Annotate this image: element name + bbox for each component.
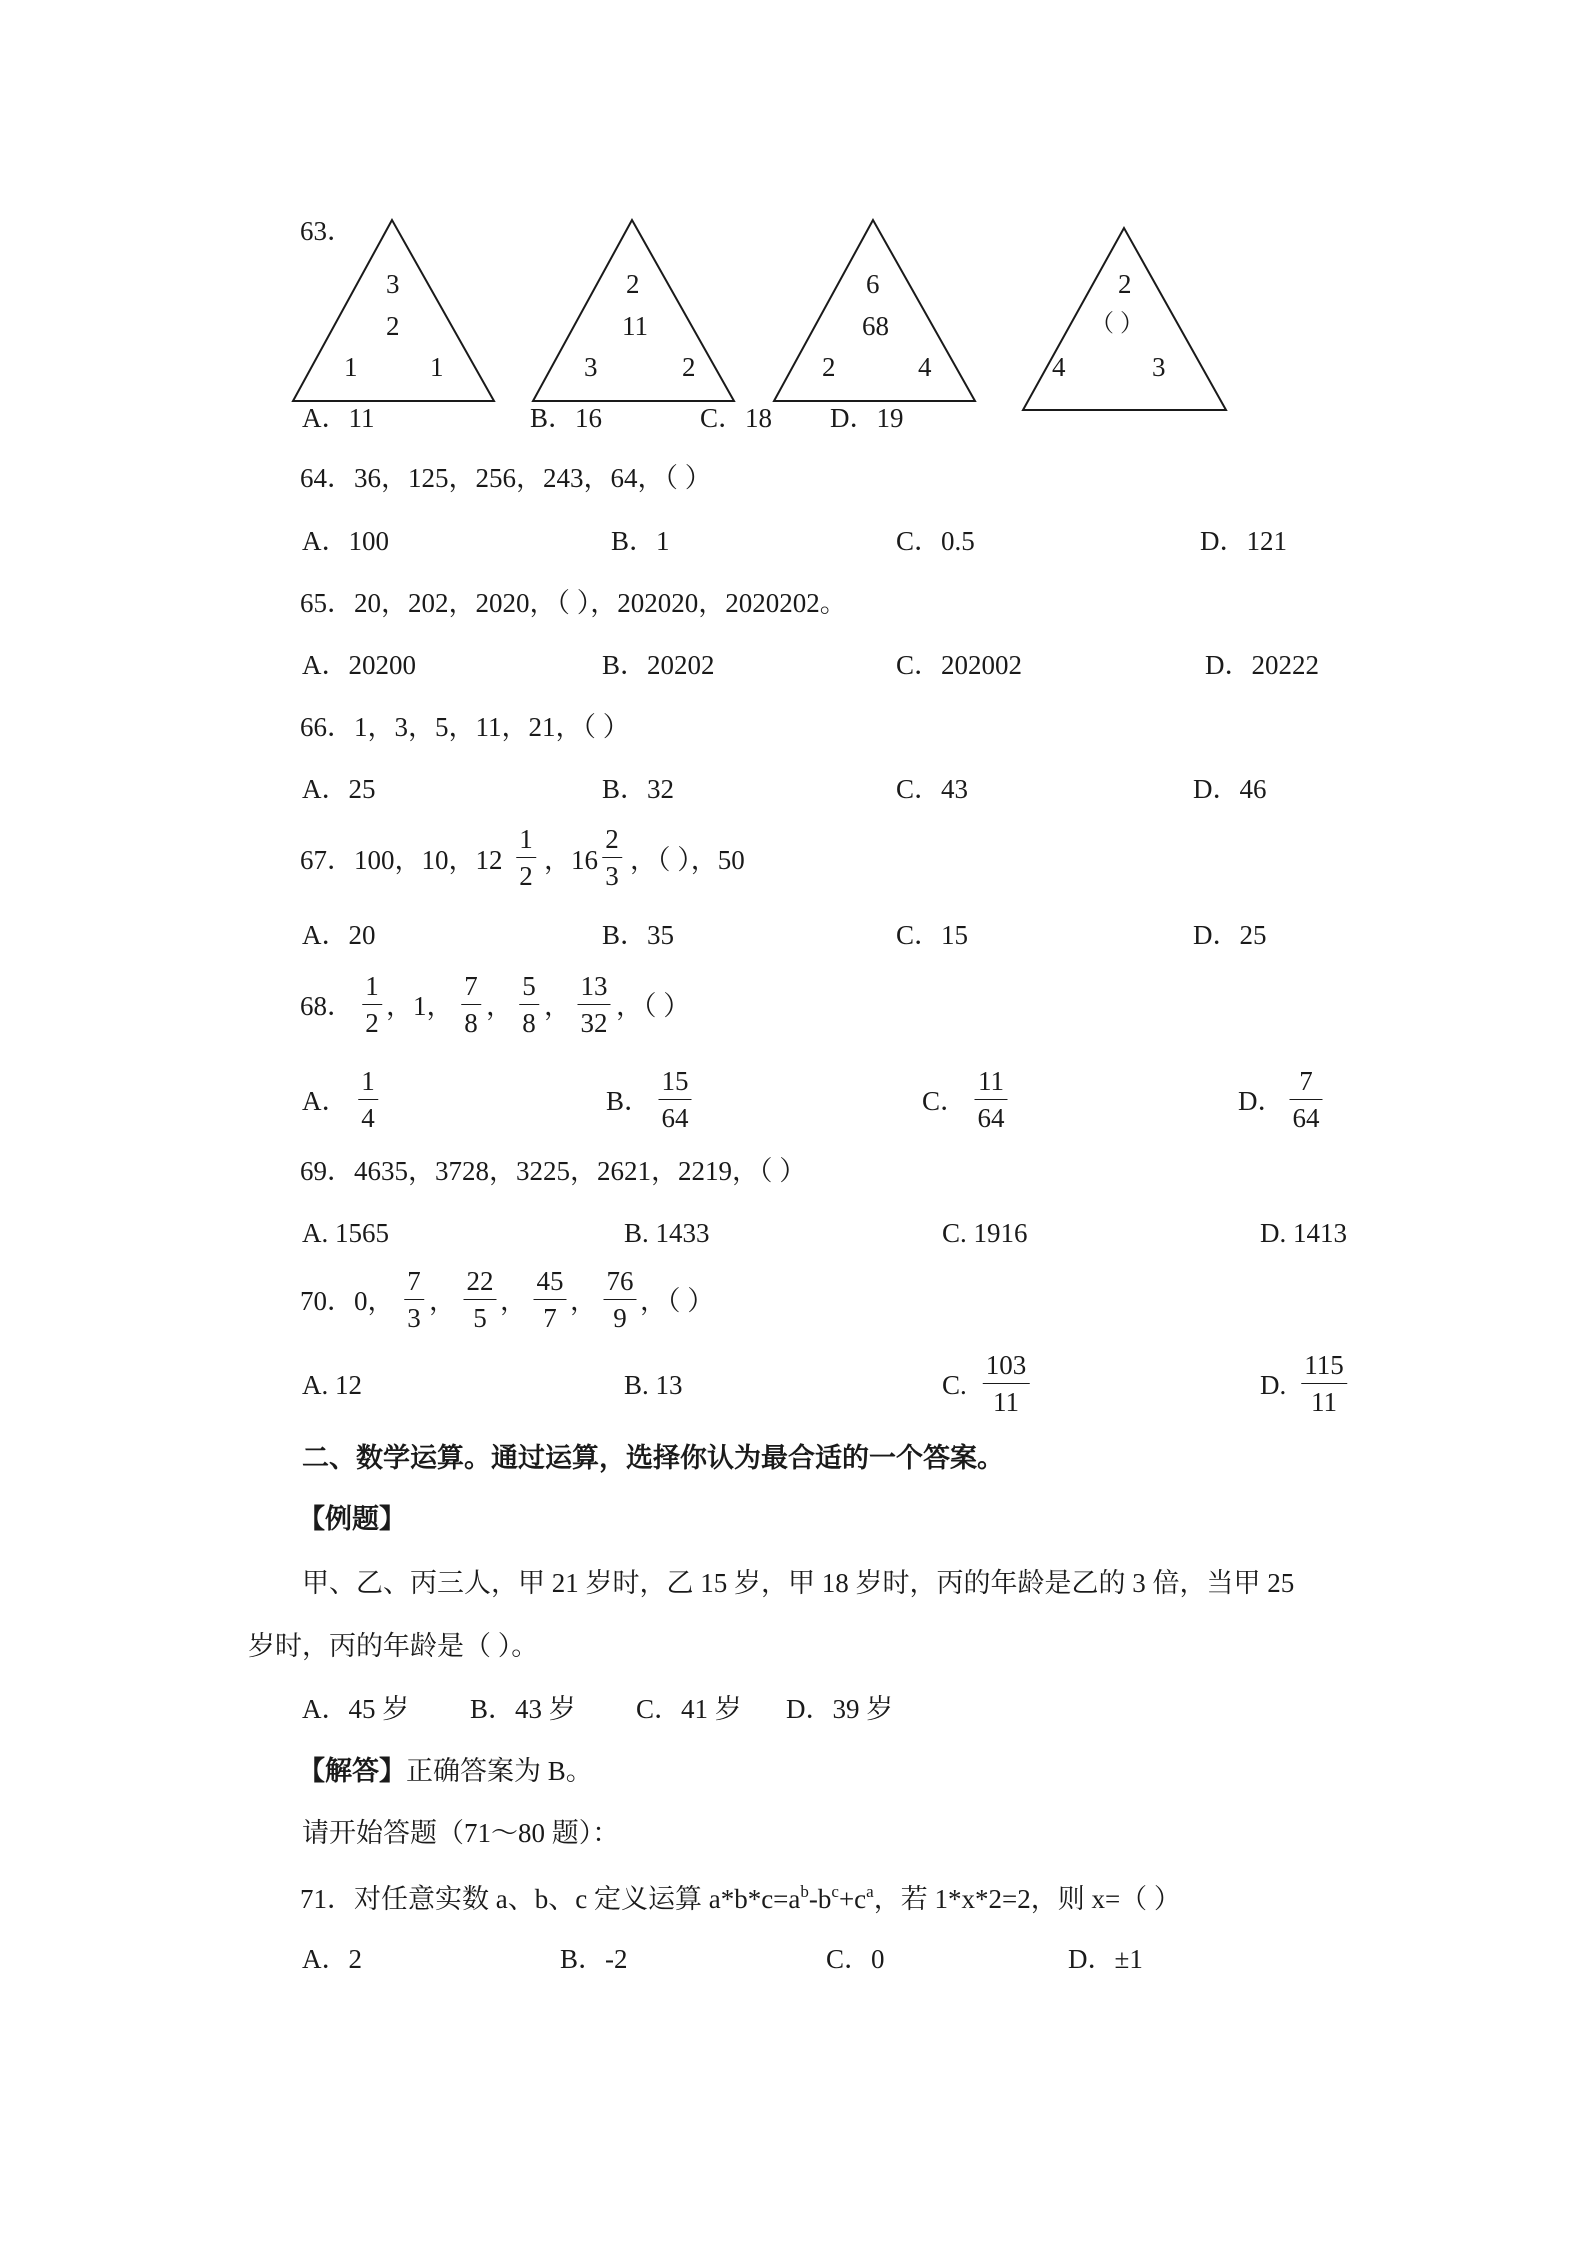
example-option-b: B．43 岁 xyxy=(470,1694,576,1724)
fraction-one-half xyxy=(516,826,536,890)
fraction-bar xyxy=(983,1383,1030,1384)
superscript: b xyxy=(800,1882,809,1901)
fraction-bar xyxy=(519,1004,539,1005)
denominator: 64 xyxy=(977,1103,1005,1133)
triangle-1-right: 1 xyxy=(430,352,444,382)
fraction-bar xyxy=(534,1299,567,1300)
triangle-2-top: 2 xyxy=(626,269,640,299)
triangle-4-top: 2 xyxy=(1118,269,1132,299)
denominator: 2 xyxy=(519,861,533,891)
separator: ， xyxy=(570,1286,597,1316)
answer-label: 【解答】 xyxy=(298,1756,406,1786)
fraction-bar xyxy=(975,1099,1008,1100)
option-d: D. 1413 xyxy=(1260,1218,1347,1248)
superscript: a xyxy=(866,1882,874,1901)
denominator: 11 xyxy=(1311,1387,1337,1417)
option-a: A．2 xyxy=(302,1944,362,1974)
fraction-two-thirds xyxy=(602,826,622,890)
option-c: C. 1916 xyxy=(942,1218,1028,1248)
example-option-d: D．39 岁 xyxy=(786,1694,894,1724)
instruction: 请开始答题（71～80 题）： xyxy=(302,1818,620,1848)
triangle-4-left: 4 xyxy=(1052,352,1066,382)
option-b: B. 13 xyxy=(624,1370,683,1400)
denominator: 11 xyxy=(993,1387,1019,1417)
denominator: 3 xyxy=(407,1303,421,1333)
fraction-bar xyxy=(604,1299,637,1300)
separator: ， xyxy=(486,991,513,1021)
numerator: 7 xyxy=(407,1266,421,1296)
option-b: B．32 xyxy=(602,774,675,804)
option-c-label: C. xyxy=(942,1370,967,1400)
option-a: A. 1565 xyxy=(302,1218,389,1248)
section-heading: 二、数学运算。通过运算，选择你认为最合适的一个答案。 xyxy=(302,1443,1004,1473)
text-part: ，若 1*x*2=2，则 x=（ ） xyxy=(873,1884,1181,1914)
superscript: c xyxy=(831,1882,839,1901)
question-text-mid: ，16 xyxy=(544,845,598,875)
denominator: 7 xyxy=(543,1303,557,1333)
denominator: 64 xyxy=(1292,1103,1320,1133)
triangle-3-left: 2 xyxy=(822,352,836,382)
option-a: A．25 xyxy=(302,774,376,804)
triangle-3-top: 6 xyxy=(866,269,880,299)
option-a: A．100 xyxy=(302,526,389,556)
numerator: 45 xyxy=(536,1266,564,1296)
question-text: 69．4635，3728，3225，2621，2219，（ ） xyxy=(300,1156,807,1186)
triangle-figures xyxy=(0,0,1594,420)
numerator: 5 xyxy=(522,971,536,1001)
numerator: 15 xyxy=(661,1066,689,1096)
option-c: C．0.5 xyxy=(896,526,975,556)
fraction-bar xyxy=(461,1004,481,1005)
answer-line xyxy=(298,1758,593,1785)
triangle-2-left: 3 xyxy=(584,352,598,382)
option-b: B．-2 xyxy=(560,1944,628,1974)
option-a-fraction xyxy=(358,1068,378,1132)
triangle-1-left: 1 xyxy=(344,352,358,382)
denominator: 3 xyxy=(605,861,619,891)
option-d-fraction xyxy=(1301,1352,1347,1416)
example-option-c: C．41 岁 xyxy=(636,1694,742,1724)
question-text-prefix: 70．0， xyxy=(300,1286,395,1316)
question-text-suffix: ，（ ），50 xyxy=(630,845,745,875)
question-text: 64．36，125，256，243，64，（ ） xyxy=(300,463,712,493)
numerator: 1 xyxy=(365,971,379,1001)
option-c-fraction xyxy=(975,1068,1008,1132)
fraction-bar xyxy=(358,1099,378,1100)
fraction-13-32 xyxy=(578,973,611,1037)
option-d: D．±1 xyxy=(1068,1944,1143,1974)
fraction-bar xyxy=(516,857,536,858)
question-number: 68． xyxy=(300,991,354,1021)
option-c: C．202002 xyxy=(896,650,1023,680)
numerator: 13 xyxy=(580,971,608,1001)
triangle-4-middle: （ ） xyxy=(1090,311,1144,337)
triangle-4-right: 3 xyxy=(1152,352,1166,382)
separator: ，1， xyxy=(386,991,454,1021)
text-part: 71．对任意实数 a、b、c 定义运算 a*b*c=a xyxy=(300,1884,801,1914)
option-b: B. 1433 xyxy=(624,1218,710,1248)
option-a: A．20 xyxy=(302,920,376,950)
triangle-2-right: 2 xyxy=(682,352,696,382)
option-d: D．25 xyxy=(1193,920,1267,950)
triangle-3-middle: 68 xyxy=(862,311,889,341)
option-b: B．16 xyxy=(530,403,603,433)
option-d: D．19 xyxy=(830,403,904,433)
denominator: 2 xyxy=(365,1008,379,1038)
question-text-suffix: ，（ ） xyxy=(616,991,691,1021)
fraction-bar xyxy=(1290,1099,1323,1100)
fraction-bar xyxy=(362,1004,382,1005)
option-d-label: D． xyxy=(1238,1086,1285,1116)
example-text-line1: 甲、乙、丙三人，甲 21 岁时，乙 15 岁，甲 18 岁时，丙的年龄是乙的 3 倍，当甲 25 xyxy=(302,1568,1295,1598)
option-c: C．0 xyxy=(826,1944,885,1974)
option-a: A. 12 xyxy=(302,1370,362,1400)
denominator: 8 xyxy=(464,1008,478,1038)
triangle-2-middle: 11 xyxy=(622,311,648,341)
fraction-76-9 xyxy=(604,1268,637,1332)
numerator: 103 xyxy=(985,1350,1027,1380)
option-b: B．1 xyxy=(611,526,670,556)
option-c: C．15 xyxy=(896,920,969,950)
denominator: 9 xyxy=(613,1303,627,1333)
option-b: B．20202 xyxy=(602,650,715,680)
triangle-3-right: 4 xyxy=(918,352,932,382)
option-c: C．43 xyxy=(896,774,969,804)
answer-text: 正确答案为 B。 xyxy=(406,1756,593,1786)
triangle-1-middle: 2 xyxy=(386,311,400,341)
question-text xyxy=(300,1883,1181,1913)
denominator: 5 xyxy=(473,1303,487,1333)
fraction-7-3 xyxy=(404,1268,424,1332)
numerator: 7 xyxy=(1299,1066,1313,1096)
option-d-label: D. xyxy=(1260,1370,1287,1400)
denominator: 32 xyxy=(580,1008,608,1038)
question-number: 63． xyxy=(300,216,354,246)
option-d: D．20222 xyxy=(1205,650,1319,680)
option-a: A．11 xyxy=(302,403,375,433)
option-d-fraction xyxy=(1290,1068,1323,1132)
option-b-label: B． xyxy=(606,1086,652,1116)
option-a: A．20200 xyxy=(302,650,416,680)
numerator: 1 xyxy=(361,1066,375,1096)
separator: ， xyxy=(500,1286,527,1316)
fraction-bar xyxy=(1301,1383,1347,1384)
denominator: 64 xyxy=(661,1103,689,1133)
numerator: 115 xyxy=(1304,1350,1344,1380)
option-a-label: A． xyxy=(302,1086,349,1116)
numerator: 1 xyxy=(519,824,533,854)
fraction-bar xyxy=(602,857,622,858)
fraction-bar xyxy=(464,1299,497,1300)
example-label: 【例题】 xyxy=(298,1504,406,1534)
fraction-1-2 xyxy=(362,973,382,1037)
numerator: 11 xyxy=(978,1066,1004,1096)
example-text-line2: 岁时，丙的年龄是（ ）。 xyxy=(248,1631,539,1661)
fraction-22-5 xyxy=(464,1268,497,1332)
separator: ， xyxy=(429,1286,456,1316)
separator: ， xyxy=(544,991,571,1021)
option-b: B．35 xyxy=(602,920,675,950)
fraction-7-8 xyxy=(461,973,481,1037)
option-c-label: C． xyxy=(922,1086,968,1116)
denominator: 4 xyxy=(361,1103,375,1133)
fraction-bar xyxy=(659,1099,692,1100)
triangle-1-top: 3 xyxy=(386,269,400,299)
numerator: 7 xyxy=(464,971,478,1001)
numerator: 22 xyxy=(466,1266,494,1296)
fraction-45-7 xyxy=(534,1268,567,1332)
fraction-bar xyxy=(404,1299,424,1300)
fraction-bar xyxy=(578,1004,611,1005)
option-d: D．121 xyxy=(1200,526,1287,556)
text-part: +c xyxy=(838,1884,867,1914)
option-d: D．46 xyxy=(1193,774,1267,804)
question-text: 65．20，202，2020，（ ），202020，2020202。 xyxy=(300,588,847,618)
denominator: 8 xyxy=(522,1008,536,1038)
question-text-prefix: 67．100，10，12 xyxy=(300,845,503,875)
fraction-5-8 xyxy=(519,973,539,1037)
numerator: 76 xyxy=(606,1266,634,1296)
option-c-fraction xyxy=(983,1352,1030,1416)
text-part: -b xyxy=(808,1884,832,1914)
question-text: 66．1，3，5，11，21，（ ） xyxy=(300,712,630,742)
question-text-suffix: ，（ ） xyxy=(640,1286,715,1316)
option-b-fraction xyxy=(659,1068,692,1132)
numerator: 2 xyxy=(605,824,619,854)
example-option-a: A．45 岁 xyxy=(302,1694,410,1724)
option-c: C．18 xyxy=(700,403,773,433)
